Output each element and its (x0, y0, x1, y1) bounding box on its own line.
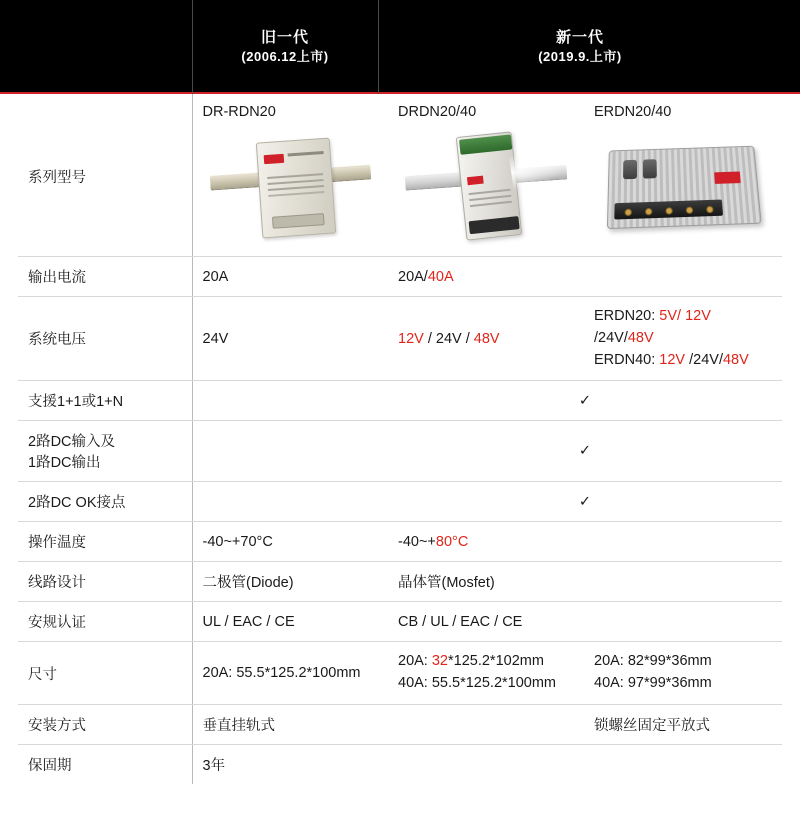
print-block-graphic-2 (469, 189, 511, 195)
system-voltage-b-mid: / 24V / (423, 330, 474, 347)
cell-safety-a: UL / EAC / CE (192, 602, 388, 642)
header-new-generation (378, 0, 782, 94)
row-label-redundancy: 支援1+1或1+N (18, 381, 192, 421)
dimensions-b-prefix: 20A: (398, 653, 432, 670)
row-label-output-current: 输出电流 (18, 257, 192, 297)
dimensions-b-suffix: *125.2*102mm (448, 653, 544, 670)
product-image-erdn20-40 (594, 126, 772, 248)
row-label-safety: 安规认证 (18, 602, 192, 642)
table-row-dimensions (18, 642, 782, 705)
row-label-dimensions: 尺寸 (18, 642, 192, 705)
cell-series-model-c (584, 94, 782, 257)
dimensions-b-line1 (398, 651, 574, 673)
row-label-system-voltage: 系统电压 (18, 297, 192, 381)
print-block-graphic (267, 173, 323, 179)
row-label-op-temp: 操作温度 (18, 522, 192, 562)
cell-mounting-b (388, 704, 584, 744)
row-label-dc-ok: 2路DC OK接点 (18, 482, 192, 522)
open-frame-body-graphic (607, 146, 761, 229)
erdn20-red1: 5V/ 12V (659, 308, 711, 324)
model-name-erdn20-40: ERDN20/40 (594, 104, 672, 120)
cell-warranty-c (584, 744, 782, 784)
cell-op-temp-a: -40~+70°C (192, 522, 388, 562)
system-voltage-b-red2: 48V (473, 330, 500, 347)
cell-redundancy-a (192, 381, 388, 421)
table-row-circuit-design (18, 562, 782, 602)
cell-series-model-a (192, 94, 388, 257)
cell-circuit-design-a: 二极管(Diode) (192, 562, 388, 602)
cell-system-voltage-c (584, 297, 782, 381)
cell-dc-io-a (192, 421, 388, 482)
cell-dimensions-b (388, 642, 584, 705)
product-image-dr-rdn20 (203, 126, 379, 248)
row-label-mounting: 安装方式 (18, 704, 192, 744)
cell-output-current-b (388, 257, 584, 297)
table-row-series (18, 94, 782, 257)
row-label-dc-io-line1: 2路DC输入及 (28, 434, 116, 451)
table-row-dc-ok (18, 482, 782, 522)
table-row-dc-io (18, 421, 782, 482)
cell-safety-b: CB / UL / EAC / CE (388, 602, 782, 642)
module-body-graphic (255, 138, 336, 239)
bottom-connector-graphic (469, 216, 520, 234)
erdn40-mid: /24V/ (685, 351, 723, 368)
comparison-table (18, 94, 782, 784)
capacitor-graphic-1 (623, 160, 637, 179)
dimensions-c-line1: 20A: 82*99*36mm (594, 653, 712, 670)
cell-dimensions-c (584, 642, 782, 705)
header-old-gen-subtitle: (2006.12上市) (241, 49, 329, 65)
table-row-output-current (18, 257, 782, 297)
dimensions-b-red: 32 (431, 653, 448, 670)
erdn40-prefix: ERDN40: (594, 351, 660, 368)
system-voltage-c-line2 (594, 350, 772, 372)
table-row-redundancy (18, 381, 782, 421)
capacitor-graphic-2 (643, 159, 657, 178)
row-label-dc-io-line2: 1路DC输出 (28, 455, 101, 472)
cell-warranty-a: 3年 (202, 757, 226, 774)
dimensions-b-line2: 40A: 55.5*125.2*100mm (398, 675, 556, 691)
brand-label-graphic (263, 154, 284, 164)
cell-system-voltage-a: 24V (192, 297, 388, 381)
erdn20-prefix: ERDN20: (594, 308, 660, 324)
light-flare-graphic (509, 148, 569, 189)
erdn40-red2: 48V (722, 351, 749, 368)
model-name-dr-rdn20: DR-RDN20 (202, 104, 276, 120)
cell-series-model-b (388, 94, 584, 257)
cell-op-temp-b (388, 522, 782, 562)
cell-dc-ok-check: ✓ (388, 482, 782, 522)
model-name-drdn20-40: DRDN20/40 (398, 104, 477, 120)
cell-system-voltage-b (388, 297, 584, 381)
table-row-warranty (18, 744, 782, 784)
cell-warranty-b (388, 744, 584, 784)
system-voltage-b-red1: 12V (398, 330, 424, 347)
cell-output-current-c (584, 257, 782, 297)
output-current-b-red: 40A (427, 268, 454, 285)
erdn40-red1: 12V (659, 351, 686, 368)
header-band (0, 0, 800, 94)
output-current-b-main: 20A/ (398, 268, 428, 285)
cell-mounting-a: 垂直挂轨式 (192, 704, 388, 744)
cell-dc-io-check: ✓ (388, 421, 782, 482)
header-new-gen-title: 新一代 (555, 29, 604, 47)
row-label-circuit-design: 线路设计 (18, 562, 192, 602)
row-label-warranty: 保固期 (18, 744, 192, 784)
product-image-drdn20-40 (398, 126, 574, 248)
row-label-dc-io (18, 421, 192, 482)
brand-label-graphic-3 (714, 171, 741, 183)
cell-circuit-design-b: 晶体管(Mosfet) (388, 562, 782, 602)
brand-label-graphic-2 (467, 176, 484, 186)
terminal-block-graphic (272, 213, 325, 229)
cell-redundancy-check: ✓ (388, 381, 782, 421)
cell-dc-ok-a (192, 482, 388, 522)
table-row-op-temp (18, 522, 782, 562)
op-temp-b-red: 80°C (435, 533, 469, 550)
print-line-graphic (287, 151, 323, 157)
header-new-gen-subtitle: (2019.9.上市) (538, 49, 622, 65)
table-row-mounting (18, 704, 782, 744)
table-row-safety (18, 602, 782, 642)
header-old-gen-title: 旧一代 (260, 29, 309, 47)
op-temp-b-prefix: -40~+ (398, 533, 436, 550)
erdn20-mid: /24V/ (594, 329, 628, 346)
cell-dimensions-a: 20A: 55.5*125.2*100mm (192, 642, 388, 705)
dimensions-c-line2: 40A: 97*99*36mm (594, 675, 712, 691)
cell-mounting-c: 锁螺丝固定平放式 (584, 704, 782, 744)
green-terminal-graphic (459, 134, 512, 154)
erdn20-red2: 48V (627, 329, 654, 346)
table-row-system-voltage (18, 297, 782, 381)
cell-output-current-a: 20A (192, 257, 388, 297)
system-voltage-c-line1 (594, 306, 772, 350)
row-label-series: 系列型号 (18, 94, 192, 257)
header-old-generation (192, 0, 378, 94)
